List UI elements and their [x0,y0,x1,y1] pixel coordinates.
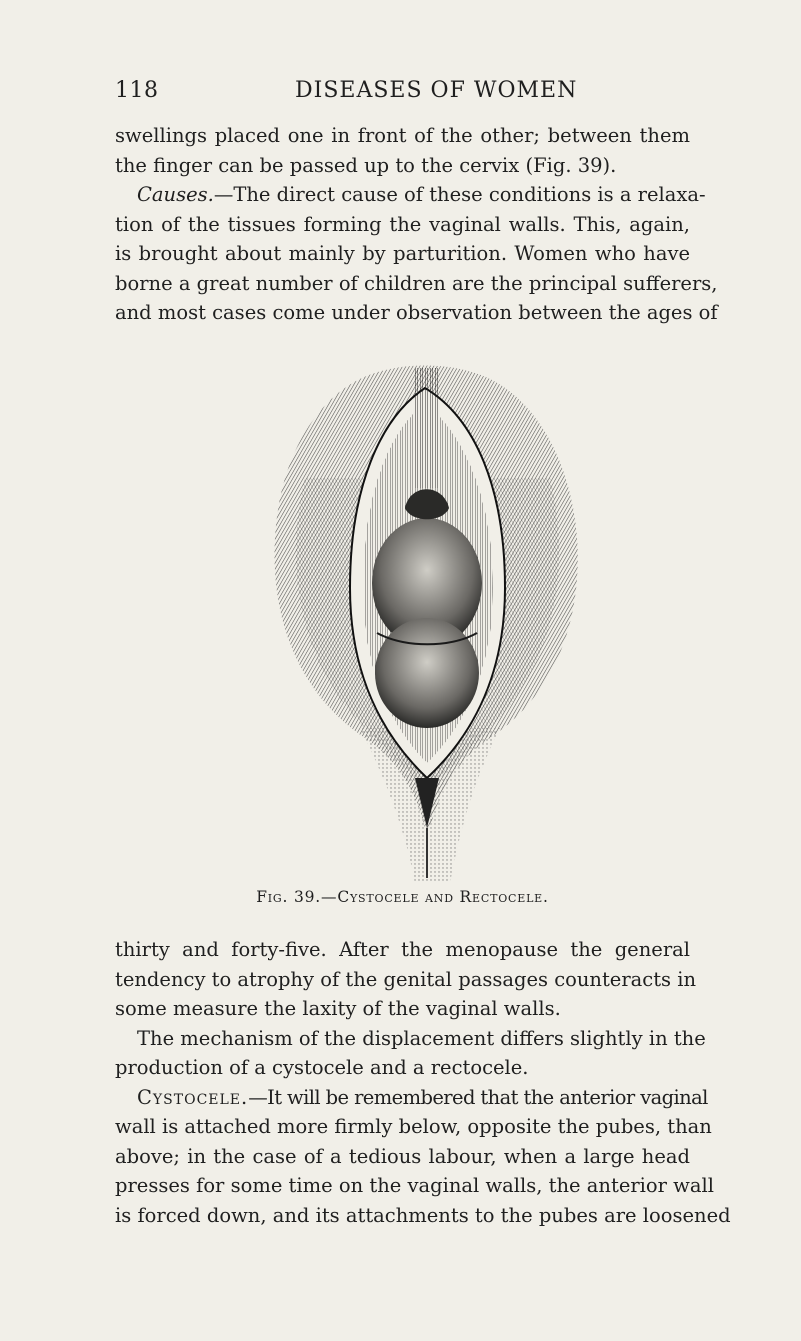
text-line: some measure the laxity of the vaginal walls. [115,997,561,1020]
text-segment: —The direct cause of these conditions is a relaxa- [213,183,706,206]
text-line: production of a cystocele and a rectocele. [115,1056,529,1079]
running-title: DISEASES OF WOMEN [295,78,578,103]
text-line: is brought about mainly by parturition. Women who have [115,242,690,265]
caption-text: Fig. 39.—Cystocele and Rectocele. [256,888,549,906]
text-line: swellings placed one in front of the other; between them [115,124,690,147]
text-line [115,1083,708,1113]
top-paragraph [115,121,718,328]
text-line: thirty and forty-five. After the menopause the general [115,938,690,961]
text-line: The mechanism of the displacement differs slightly in the [137,1026,706,1050]
anatomical-illustration [265,358,590,883]
text-line: presses for some time on the vaginal walls, the anterior wall [115,1174,714,1197]
text-line: wall is attached more firmly below, opposite the pubes, than [115,1115,712,1138]
page-number: 118 [115,78,159,103]
figure-caption [115,888,690,906]
text-line: tion of the tissues forming the vaginal walls. This, again, [115,212,690,236]
text-line: above; in the case of a tedious labour, when a large head [115,1144,690,1168]
causes-heading: Causes. [137,183,214,206]
text-segment: —It will be remembered that the anterior vaginal [248,1085,708,1109]
text-line: borne a great number of children are the principal sufferers, [115,271,718,295]
bottom-paragraph [115,935,731,1230]
text-line: is forced down, and its attachments to the pubes are loosened [115,1203,731,1227]
page-header [115,78,685,110]
text-line: the finger can be passed up to the cervix (Fig. 39). [115,153,617,177]
text-line: and most cases come under observation between the ages of [115,301,718,324]
text-line: tendency to atrophy of the genital passages counteracts in [115,967,697,991]
cystocele-heading: Cystocele. [137,1085,249,1109]
text-line [115,180,706,210]
